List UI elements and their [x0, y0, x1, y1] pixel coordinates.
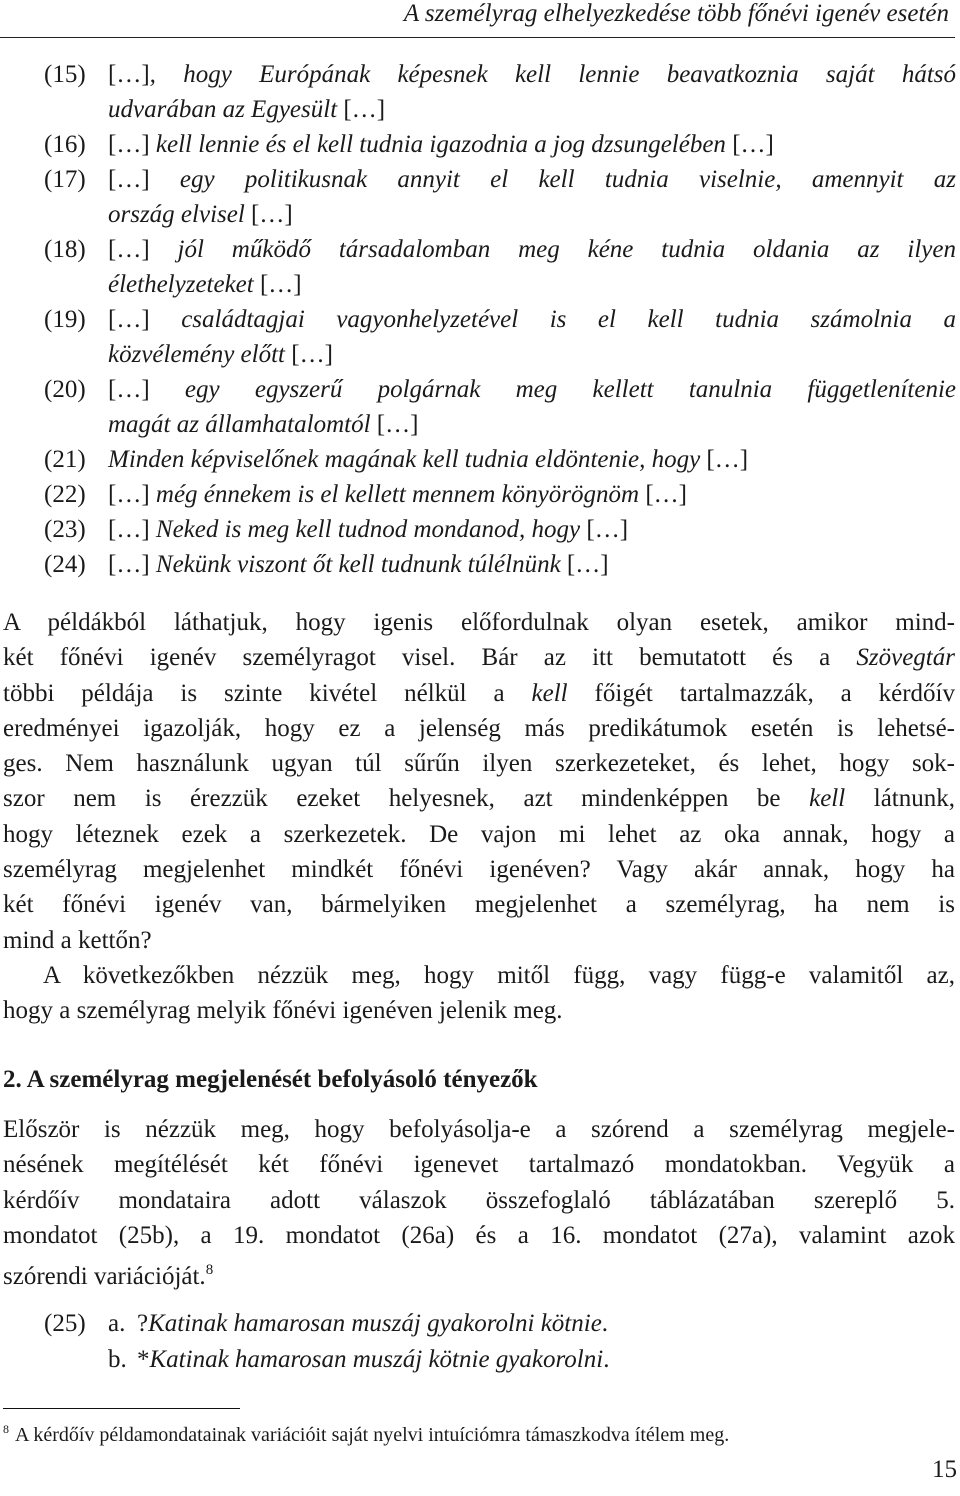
- example-sentence-a: Katinak hamarosan muszáj gyakorolni kötnie: [148, 1310, 602, 1337]
- paragraph-line: két főnévi igenév van, bármelyiken megjelenhet a személyrag, ha nem is: [3, 891, 955, 919]
- example-item: [44, 162, 956, 232]
- example-number: (19): [44, 306, 86, 333]
- example-line: […] családtagjai vagyonhelyzetével is el kell tudnia számolnia a: [108, 306, 956, 333]
- footnote-text: A kérdőív példamondatainak variációit saját nyelvi intuíciómra támaszkodva ítélem meg.: [15, 1424, 730, 1446]
- example-item: [44, 57, 956, 127]
- example-text: [108, 372, 956, 442]
- sentence-end: .: [601, 1310, 609, 1337]
- footnote: [3, 1422, 729, 1447]
- example-line: ország elvisel […]: [108, 201, 293, 228]
- paragraph-line: A példákból láthatjuk, hogy igenis előfordulnak olyan esetek, amikor mind-: [3, 609, 955, 636]
- paragraph-line: szórendi variációját.$^8$: [3, 1262, 214, 1291]
- example-line: […] Neked is meg kell tudnod mondanod, hogy […]: [108, 516, 629, 543]
- paragraph-line: mind a kettőn?: [3, 926, 152, 954]
- example-item: [44, 302, 956, 372]
- acceptability-mark: *: [137, 1346, 150, 1373]
- example-line: udvarában az Egyesült […]: [108, 96, 386, 123]
- example-item: [44, 512, 956, 547]
- example-number: (24): [44, 551, 86, 578]
- example-line: Minden képviselőnek magának kell tudnia eldöntenie, hogy […]: [108, 446, 749, 473]
- example-label-b: b.: [108, 1346, 127, 1373]
- example-sentence-b: Katinak hamarosan muszáj kötnie gyakorolni: [149, 1346, 604, 1373]
- example-number: (18): [44, 236, 86, 263]
- example-number: (22): [44, 481, 86, 508]
- footnote-rule: [3, 1408, 240, 1409]
- paragraph-line: hogy léteznek ezek a szerkezetek. De vajon mi lehet az oka annak, hogy a: [3, 820, 955, 848]
- example-number: (15): [44, 61, 86, 88]
- sentence-end: .: [603, 1346, 610, 1373]
- example-line: magát az államhatalomtól […]: [108, 411, 419, 438]
- example-item: [44, 232, 956, 302]
- example-number: (16): [44, 131, 86, 158]
- paragraph-line: mondatot (25b), a 19. mondatot (26a) és a 16. mondatot (27a), valamint azok: [3, 1221, 955, 1249]
- example-text: [108, 57, 956, 127]
- example-line: […] jól működő társadalomban meg kéne tudnia oldania az ilyen: [108, 236, 956, 263]
- example-item: [44, 372, 956, 442]
- example-line: élethelyzeteket […]: [108, 271, 302, 298]
- example-line: […] egy egyszerű polgárnak meg kellett tanulnia függetlenítenie: [108, 376, 956, 403]
- example-number: (20): [44, 376, 86, 403]
- example-item: [44, 477, 956, 512]
- footnote-reference: 8: [205, 1262, 214, 1279]
- example-item: [44, 127, 956, 162]
- example-text: [108, 477, 956, 512]
- paragraph-line: kérdőív mondataira adott válaszok összefoglaló táblázatában szereplő 5.: [3, 1186, 955, 1214]
- paragraph-line: szor nem is érezzük ezeket helyesnek, azt mindenképpen be kell látnunk,: [3, 785, 955, 813]
- example-line: […] kell lennie és el kell tudnia igazodnia a jog dzsungelében […]: [108, 131, 774, 158]
- paragraph-line: nésének megítélését két főnévi igenevet tartalmazó mondatokban. Vegyük a: [3, 1151, 955, 1179]
- example-text: [108, 442, 956, 477]
- example-number: (21): [44, 446, 86, 473]
- paragraph-line: két főnévi igenév személyragot visel. Bár az itt bemutatott és a Szövegtár: [3, 644, 955, 672]
- footnote-number: 8: [3, 1422, 9, 1436]
- body-paragraph-3: [3, 1112, 955, 1294]
- paragraph-line: személyrag megjelenhet mindkét főnévi igenéven? Vagy akár annak, hogy ha: [3, 856, 955, 884]
- example-number: (17): [44, 166, 86, 193]
- body-paragraph-2: [3, 958, 955, 1029]
- paragraph-line: ges. Nem használunk ugyan túl sűrűn ilyen szerkezeteket, és lehet, hogy sok-: [3, 750, 955, 778]
- example-label-a: a.: [108, 1310, 126, 1337]
- example-item: [44, 442, 956, 477]
- acceptability-mark: ?: [137, 1310, 149, 1337]
- example-item: [44, 547, 956, 582]
- paragraph-line: A következőkben nézzük meg, hogy mitől függ, vagy függ-e valamitől az,: [43, 962, 955, 989]
- example-text: [108, 232, 956, 302]
- paragraph-line: eredményei igazolják, hogy ez a jelenség más predikátumok esetén is lehetsé-: [3, 714, 955, 742]
- body-paragraph-1: [3, 605, 955, 958]
- paragraph-line: hogy a személyrag melyik főnévi igenéven jelenik meg.: [3, 997, 563, 1025]
- paragraph-line: Először is nézzük meg, hogy befolyásolja-e a szórend a személyrag megjele-: [3, 1116, 955, 1143]
- example-line: […], hogy Európának képesnek kell lennie beavatkoznia saját hátsó: [108, 61, 956, 88]
- example-text: [108, 302, 956, 372]
- example-text: [108, 547, 956, 582]
- example-text: [108, 512, 956, 547]
- example-line: […] egy politikusnak annyit el kell tudnia viselnie, amennyit az: [108, 166, 956, 193]
- page-number: 15: [932, 1456, 957, 1483]
- example-text: [108, 162, 956, 232]
- example-number: (23): [44, 516, 86, 543]
- example-line: […] Nekünk viszont őt kell tudnunk túlélnünk […]: [108, 551, 609, 578]
- example-line: […] még énnekem is el kellett mennem könyörögnöm […]: [108, 481, 687, 508]
- section-heading: 2. A személyrag megjelenését befolyásoló tényezők: [3, 1066, 538, 1093]
- paragraph-line: többi példája is szinte kivétel nélkül a kell főigét tartalmazzák, a kérdőív: [3, 679, 955, 707]
- example-text: [108, 127, 956, 162]
- running-head-title: A személyrag elhelyezkedése több főnévi igenév esetén: [403, 0, 949, 27]
- example-number: (25): [44, 1310, 86, 1337]
- example-line: közvélemény előtt […]: [108, 341, 333, 368]
- running-head: [0, 0, 955, 38]
